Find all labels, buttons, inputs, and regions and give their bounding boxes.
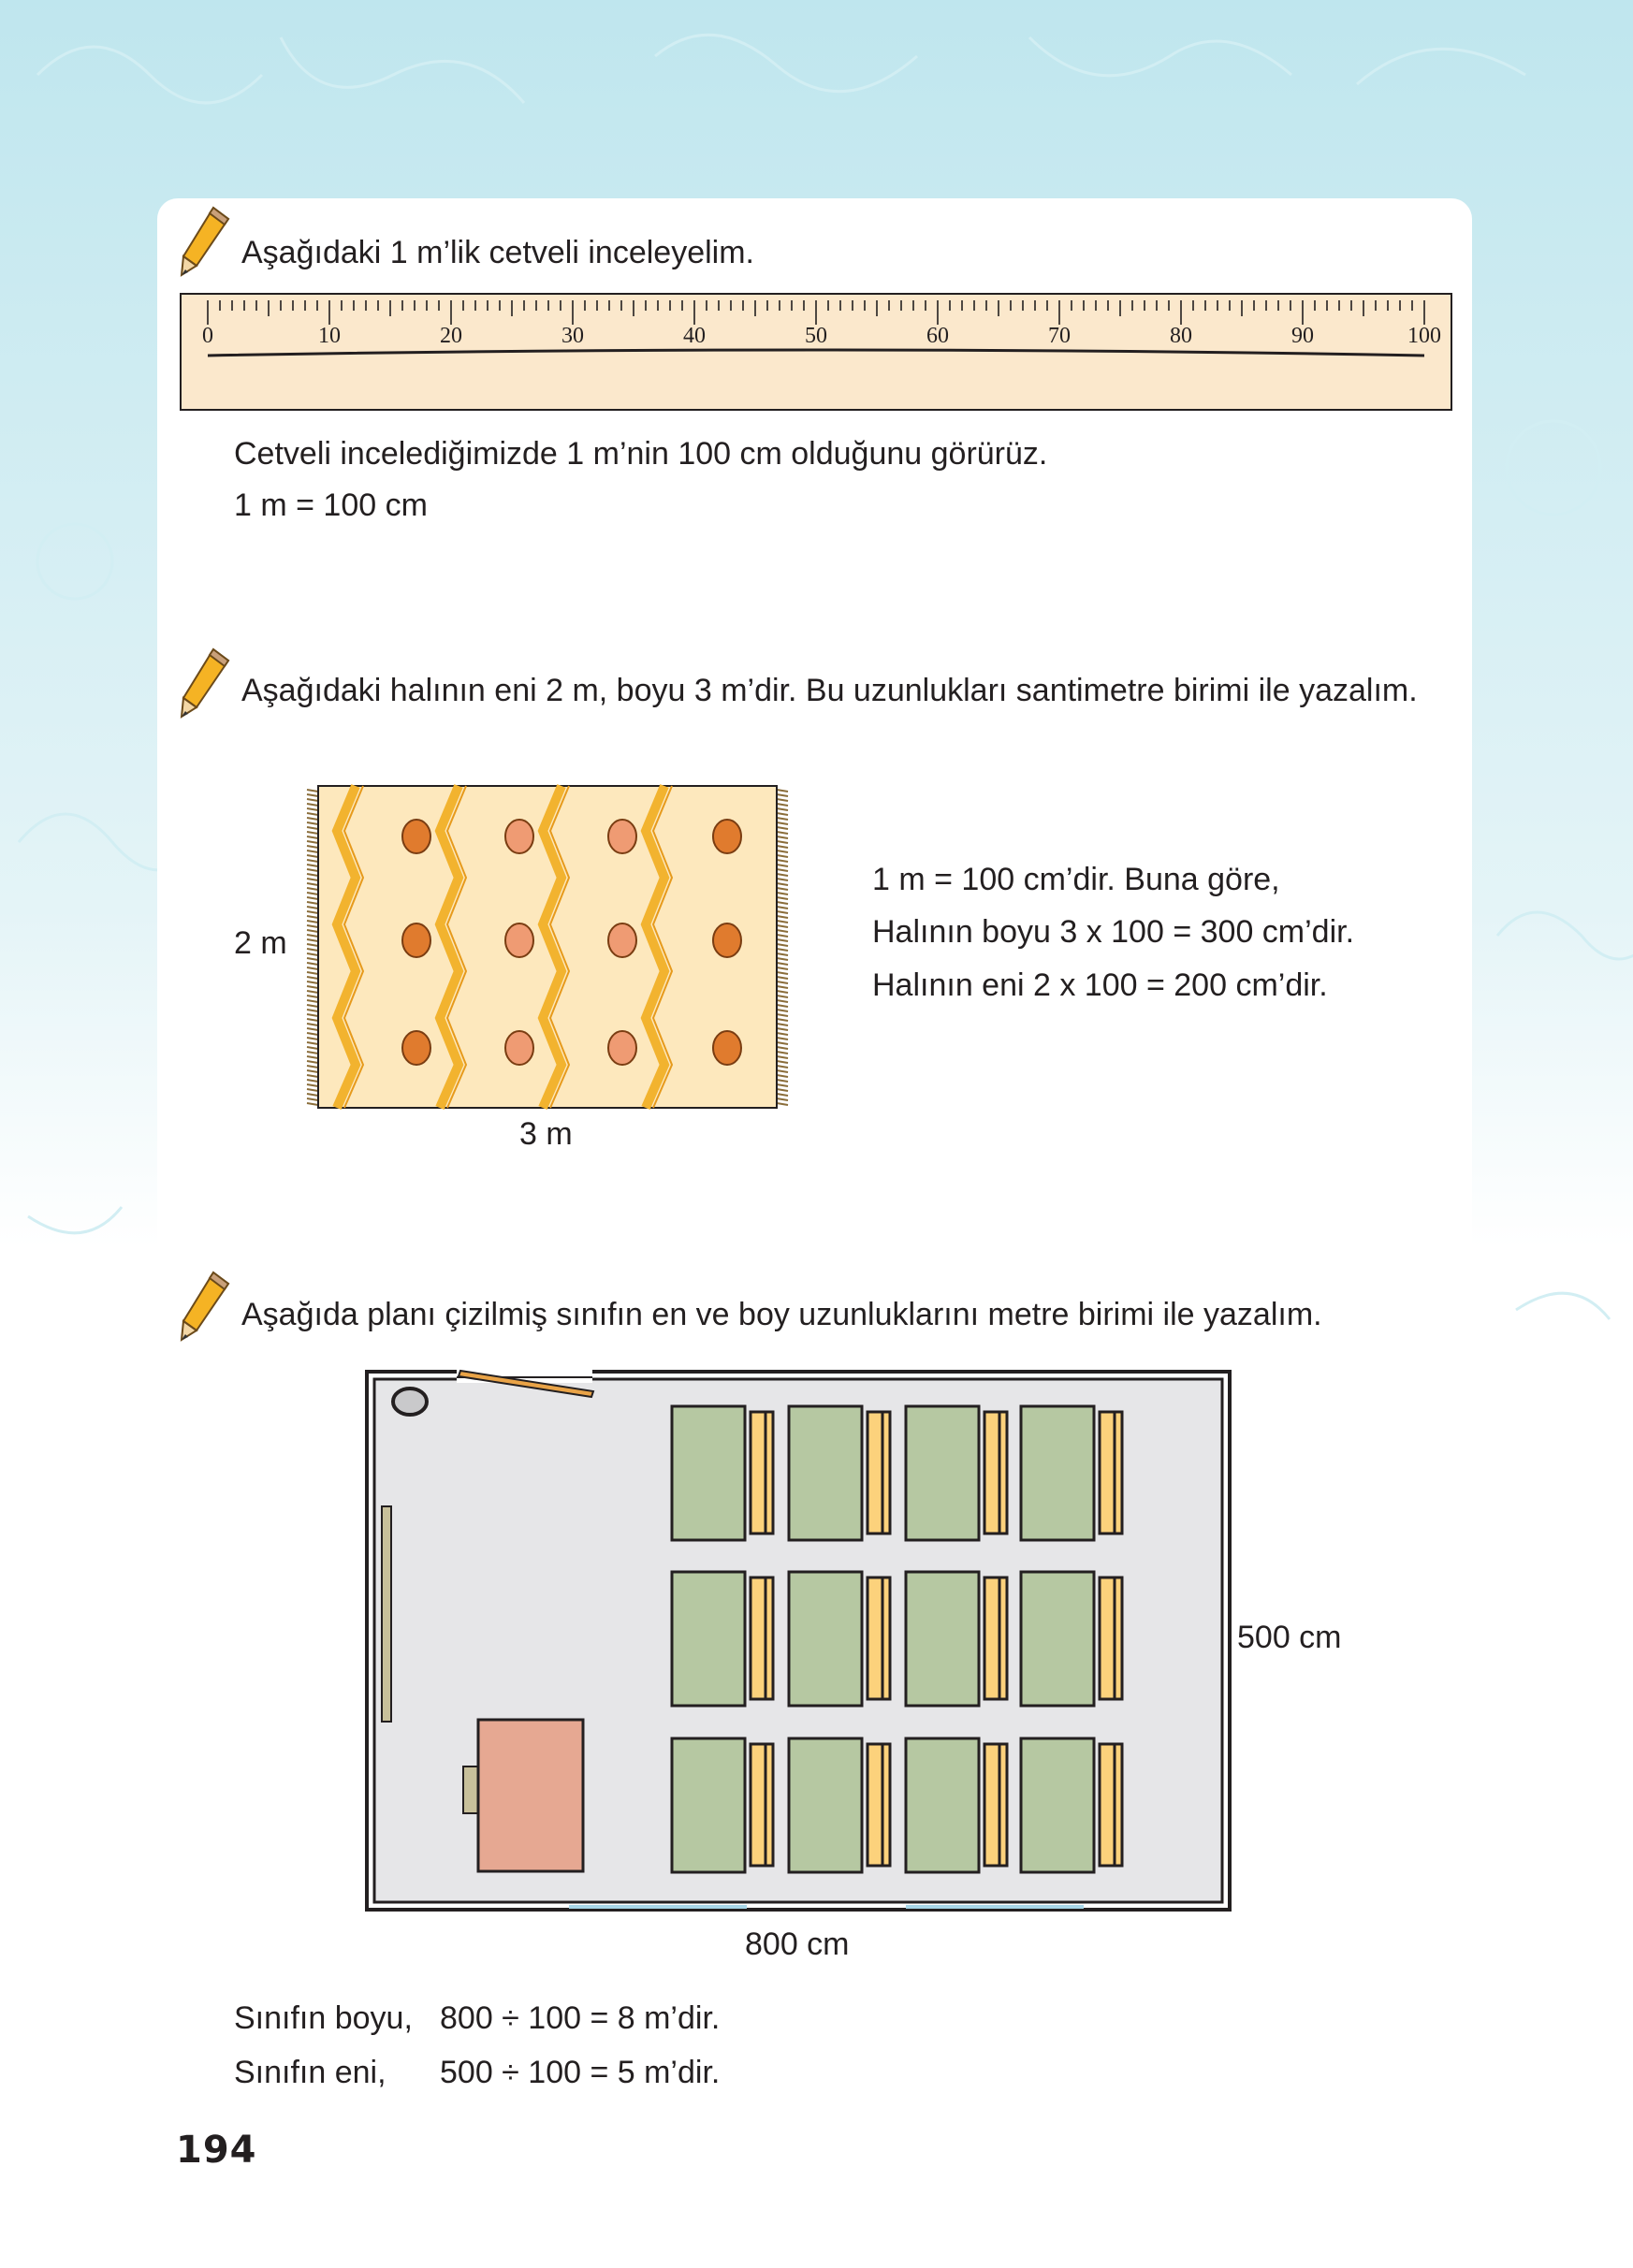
carpet-dot [402, 1031, 430, 1065]
carpet-fringe [307, 883, 318, 885]
carpet-fringe [307, 1042, 318, 1044]
carpet-fringe [307, 888, 318, 890]
ruler-label: 30 [561, 324, 584, 348]
carpet-dot [713, 820, 741, 853]
carpet-fringe [777, 967, 788, 969]
student-desk [789, 1572, 862, 1706]
carpet-fringe [307, 874, 318, 876]
student-desk [789, 1406, 862, 1540]
carpet-fringe [307, 855, 318, 857]
chair-back [1115, 1412, 1122, 1534]
carpet-fringe [777, 1033, 788, 1035]
student-desk [906, 1572, 979, 1706]
carpet-illustration [299, 784, 795, 1112]
carpet-fringe [307, 953, 318, 955]
carpet-dot [608, 1031, 636, 1065]
carpet-height-label: 2 m [234, 925, 287, 961]
teacher-desk [478, 1720, 583, 1871]
carpet-fringe [307, 967, 318, 969]
carpet-fringe [777, 1000, 788, 1002]
page-number: 194 [176, 2129, 257, 2172]
teacher-chair [463, 1766, 478, 1813]
carpet-fringe [777, 850, 788, 852]
carpet-fringe [777, 925, 788, 927]
carpet-fringe [307, 832, 318, 834]
carpet-fringe [307, 1089, 318, 1091]
carpet-fringe [777, 1089, 788, 1091]
carpet-fringe [307, 981, 318, 983]
section3-line2-calc: 500 ÷ 100 = 5 m’dir. [440, 2055, 721, 2090]
carpet-fringe [307, 986, 318, 988]
carpet-fringe [777, 1052, 788, 1054]
carpet-fringe [777, 883, 788, 885]
carpet-fringe [777, 930, 788, 932]
section3-instruction: Aşağıda planı çizilmiş sınıfın en ve boy uzunluklarını metre birimi ile yazalım. [241, 1297, 1322, 1332]
carpet-fringe [777, 1084, 788, 1086]
carpet-fringe [307, 1094, 318, 1096]
carpet-fringe [777, 1014, 788, 1016]
carpet-fringe [777, 1070, 788, 1072]
ruler-label: 50 [805, 324, 827, 348]
carpet-fringe [777, 897, 788, 899]
carpet-fringe [777, 958, 788, 960]
carpet-fringe [777, 921, 788, 923]
carpet-fringe [777, 902, 788, 904]
carpet-fringe [307, 977, 318, 979]
carpet-fringe [307, 813, 318, 815]
carpet-fringe [307, 972, 318, 974]
section2-instruction: Aşağıdaki halının eni 2 m, boyu 3 m’dir. Bu uzunlukları santimetre birimi ile yazalım. [241, 673, 1418, 708]
carpet-dot [608, 923, 636, 957]
chair-back [1115, 1744, 1122, 1866]
chair-back [765, 1412, 773, 1534]
chair-back [765, 1744, 773, 1866]
carpet-fringe [307, 1028, 318, 1030]
carpet-fringe [777, 836, 788, 838]
carpet-fringe [777, 1024, 788, 1025]
carpet-dot [608, 820, 636, 853]
carpet-fringe [307, 836, 318, 838]
section2-line1: 1 m = 100 cm’dir. Buna göre, [872, 862, 1280, 897]
student-desk [672, 1572, 745, 1706]
chair-back [882, 1744, 890, 1866]
student-desk [1021, 1738, 1094, 1872]
carpet-fringe [307, 916, 318, 918]
section2-line3: Halının eni 2 x 100 = 200 cm’dir. [872, 967, 1328, 1003]
pencil-icon [176, 1269, 236, 1344]
carpet-fringe [777, 907, 788, 909]
carpet-fringe [777, 832, 788, 834]
student-desk [672, 1406, 745, 1540]
carpet-fringe [307, 1056, 318, 1058]
carpet-fringe [307, 944, 318, 946]
carpet-fringe [307, 850, 318, 852]
carpet-fringe [777, 986, 788, 988]
student-desk [1021, 1406, 1094, 1540]
ruler-label: 90 [1291, 324, 1314, 348]
carpet-fringe [777, 888, 788, 890]
carpet-fringe [307, 1038, 318, 1040]
carpet-fringe [307, 897, 318, 899]
carpet-fringe [307, 1070, 318, 1072]
carpet-fringe [307, 907, 318, 909]
carpet-fringe [307, 930, 318, 932]
carpet-fringe [307, 1080, 318, 1082]
carpet-fringe [777, 893, 788, 894]
carpet-fringe [777, 944, 788, 946]
carpet-fringe [777, 808, 788, 810]
carpet-fringe [777, 1019, 788, 1021]
carpet-fringe [777, 953, 788, 955]
carpet-fringe [307, 1047, 318, 1049]
classroom-width-label: 800 cm [745, 1926, 850, 1962]
student-desk [672, 1738, 745, 1872]
carpet-fringe [777, 841, 788, 843]
carpet-fringe [777, 794, 788, 796]
chair-back [999, 1744, 1007, 1866]
carpet-fringe [307, 1061, 318, 1063]
carpet-fringe [307, 1019, 318, 1021]
carpet-fringe [307, 893, 318, 894]
carpet-fringe [307, 1014, 318, 1016]
carpet-fringe [307, 1075, 318, 1077]
carpet-fringe [307, 841, 318, 843]
carpet-fringe [777, 818, 788, 820]
section3-line1-calc: 800 ÷ 100 = 8 m’dir. [440, 2000, 721, 2036]
carpet-fringe [307, 949, 318, 951]
chair-back [999, 1412, 1007, 1534]
carpet-fringe [307, 963, 318, 965]
student-desk [906, 1738, 979, 1872]
carpet-fringe [307, 879, 318, 880]
carpet-fringe [777, 911, 788, 913]
carpet-fringe [777, 822, 788, 824]
carpet-fringe [777, 874, 788, 876]
carpet-fringe [777, 855, 788, 857]
carpet-fringe [777, 1038, 788, 1040]
carpet-fringe [307, 1000, 318, 1002]
carpet-fringe [307, 925, 318, 927]
carpet-dot [505, 1031, 533, 1065]
carpet-fringe [777, 939, 788, 941]
chair-back [1115, 1577, 1122, 1699]
student-desk [906, 1406, 979, 1540]
carpet-fringe [307, 1103, 318, 1105]
ruler-label: 20 [440, 324, 462, 348]
carpet-fringe [307, 822, 318, 824]
carpet-fringe [777, 804, 788, 806]
carpet-fringe [307, 869, 318, 871]
carpet-width-label: 3 m [519, 1116, 573, 1152]
carpet-fringe [777, 865, 788, 866]
carpet-fringe [307, 860, 318, 862]
carpet-fringe [777, 799, 788, 801]
carpet-fringe [777, 1005, 788, 1007]
carpet-fringe [777, 1010, 788, 1011]
carpet-fringe [777, 790, 788, 792]
carpet-fringe [777, 869, 788, 871]
carpet-fringe [777, 1047, 788, 1049]
chair-back [999, 1577, 1007, 1699]
classroom-height-label: 500 cm [1237, 1620, 1342, 1655]
ruler-label: 70 [1048, 324, 1071, 348]
carpet-fringe [307, 1005, 318, 1007]
carpet-fringe [307, 1024, 318, 1025]
carpet-fringe [307, 1098, 318, 1100]
carpet-fringe [307, 1052, 318, 1054]
carpet-fringe [777, 1094, 788, 1096]
section1-instruction: Aşağıdaki 1 m’lik cetveli inceleyelim. [241, 235, 754, 270]
carpet-fringe [307, 804, 318, 806]
classroom-plan [363, 1366, 1233, 1913]
carpet-fringe [307, 794, 318, 796]
carpet-fringe [777, 972, 788, 974]
carpet-fringe [307, 902, 318, 904]
chair-back [882, 1577, 890, 1699]
carpet-dot [713, 923, 741, 957]
carpet-fringe [777, 1066, 788, 1068]
carpet-fringe [777, 1098, 788, 1100]
carpet-fringe [307, 1010, 318, 1011]
carpet-fringe [777, 916, 788, 918]
carpet-fringe [307, 991, 318, 993]
carpet-fringe [307, 808, 318, 810]
meter-ruler [180, 293, 1452, 411]
carpet-fringe [307, 846, 318, 848]
carpet-dot [505, 923, 533, 957]
carpet-fringe [307, 818, 318, 820]
carpet-fringe [777, 813, 788, 815]
carpet-fringe [777, 949, 788, 951]
ruler-label: 80 [1170, 324, 1192, 348]
ruler-label: 100 [1407, 324, 1441, 348]
student-desk [789, 1738, 862, 1872]
blackboard [382, 1506, 391, 1722]
carpet-dot [713, 1031, 741, 1065]
chair-back [765, 1577, 773, 1699]
carpet-fringe [307, 827, 318, 829]
carpet-fringe [307, 935, 318, 937]
section1-line2: 1 m = 100 cm [234, 487, 428, 523]
carpet-fringe [777, 860, 788, 862]
carpet-fringe [777, 1061, 788, 1063]
carpet-fringe [307, 996, 318, 997]
carpet-dot [402, 923, 430, 957]
carpet-fringe [307, 790, 318, 792]
ruler-label: 40 [683, 324, 706, 348]
carpet-fringe [777, 991, 788, 993]
student-desk [1021, 1572, 1094, 1706]
carpet-fringe [777, 1103, 788, 1105]
carpet-fringe [777, 1075, 788, 1077]
section1-line1: Cetveli incelediğimizde 1 m’nin 100 cm olduğunu görürüz. [234, 436, 1048, 472]
chair-back [882, 1412, 890, 1534]
carpet-fringe [777, 963, 788, 965]
carpet-fringe [307, 911, 318, 913]
ruler-label: 10 [318, 324, 341, 348]
ruler-label: 0 [202, 324, 213, 348]
carpet-fringe [777, 1056, 788, 1058]
carpet-fringe [307, 939, 318, 941]
carpet-dot [402, 820, 430, 853]
carpet-fringe [777, 977, 788, 979]
carpet-fringe [777, 1080, 788, 1082]
carpet-fringe [307, 1084, 318, 1086]
carpet-fringe [307, 865, 318, 866]
section3-line1-label: Sınıfın boyu, [234, 2000, 413, 2036]
carpet-fringe [307, 799, 318, 801]
carpet-fringe [777, 1042, 788, 1044]
section2-line2: Halının boyu 3 x 100 = 300 cm’dir. [872, 914, 1355, 950]
carpet-fringe [307, 958, 318, 960]
carpet-fringe [777, 996, 788, 997]
section3-line2-label: Sınıfın eni, [234, 2055, 386, 2090]
carpet-dot [505, 820, 533, 853]
carpet-fringe [307, 1066, 318, 1068]
carpet-fringe [777, 1028, 788, 1030]
carpet-fringe [307, 921, 318, 923]
carpet-fringe [777, 846, 788, 848]
pencil-icon [176, 204, 236, 279]
carpet-fringe [777, 827, 788, 829]
carpet-fringe [777, 981, 788, 983]
classroom-bin [393, 1388, 427, 1415]
carpet-fringe [777, 879, 788, 880]
carpet-fringe [777, 935, 788, 937]
ruler-label: 60 [926, 324, 949, 348]
carpet-fringe [307, 1033, 318, 1035]
pencil-icon [176, 646, 236, 720]
